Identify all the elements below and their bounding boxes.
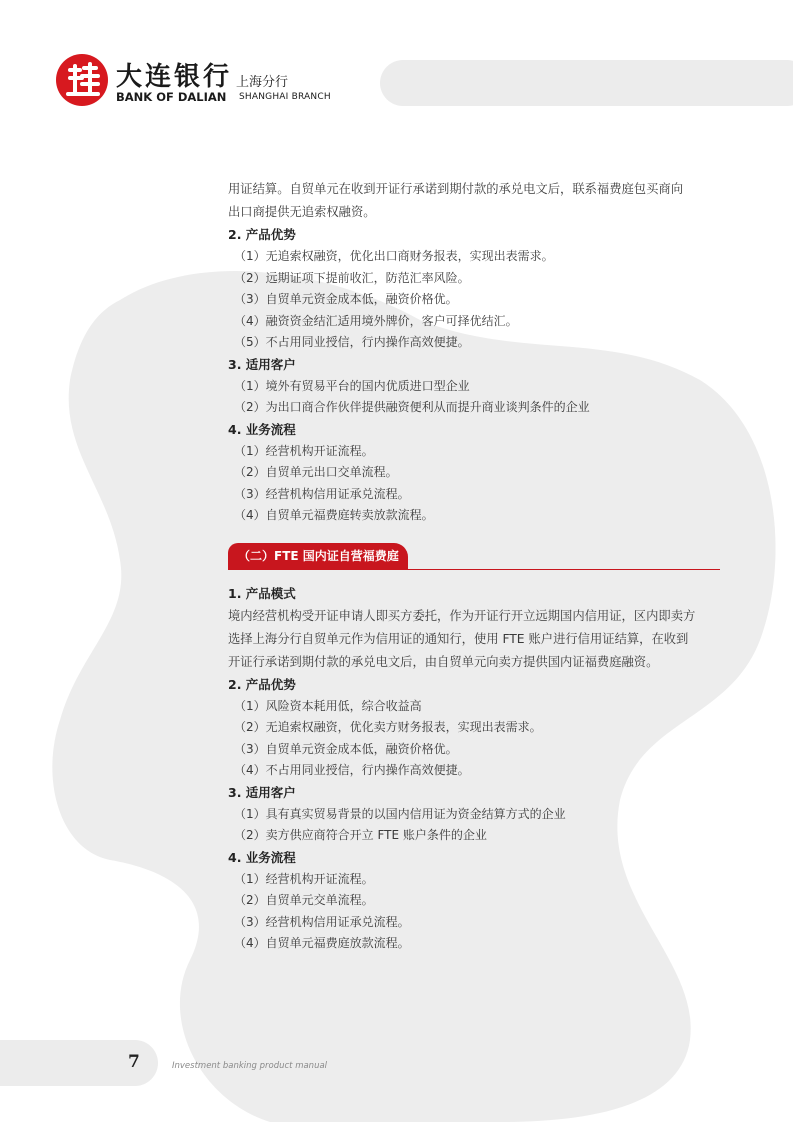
list-item: （3）经营机构信用证承兑流程。 [234,486,410,501]
list-item: （4）自贸单元福费庭放款流程。 [234,936,410,950]
list-item: （2）卖方供应商符合开立 FTE 账户条件的企业 [234,828,487,842]
list-item: （1）经营机构开证流程。 [234,443,374,458]
advantages-heading: 2. 产品优势 [228,676,296,692]
list-item: （2）为出口商合作伙伴提供融资便利从而提升商业谈判条件的企业 [234,400,590,414]
branch-name-en: SHANGHAI BRANCH [239,92,331,102]
list-item: （4）自贸单元福费庭转卖放款流程。 [234,508,434,522]
customers-heading: 3. 适用客户 [228,784,296,800]
list-item: （1）无追索权融资，优化出口商财务报表，实现出表需求。 [234,249,554,263]
list-item: （1）具有真实贸易背景的以国内信用证为资金结算方式的企业 [234,806,566,821]
process-heading: 4. 业务流程 [228,421,296,437]
bank-name-cn: 大连银行 [116,62,233,92]
model-line: 开证行承诺到期付款的承兑电文后，由自贸单元向卖方提供国内证福费庭融资。 [228,654,659,669]
list-item: （1）风险资本耗用低，综合收益高 [234,698,422,713]
manual-title: Investment banking product manual [172,1061,328,1071]
list-item: （3）自贸单元资金成本低，融资价格优。 [234,292,458,306]
list-item: （4）不占用同业授信，行内操作高效便捷。 [234,763,470,777]
intro-line: 出口商提供无追索权融资。 [228,205,376,219]
header-decor-bar [380,60,793,106]
list-item: （4）融资资金结汇适用境外牌价，客户可择优结汇。 [234,313,518,328]
list-item: （2）自贸单元交单流程。 [234,893,374,907]
list-item: （3）经营机构信用证承兑流程。 [234,914,410,929]
list-item: （2）远期证项下提前收汇，防范汇率风险。 [234,270,470,285]
section-header [228,535,728,583]
list-item: （2）自贸单元出口交单流程。 [234,465,398,479]
list-item: （3）自贸单元资金成本低，融资价格优。 [234,741,458,756]
page-number: 7 [128,1052,140,1072]
main-content [228,178,728,955]
intro-line: 用证结算。自贸单元在收到开证行承诺到期付款的承兑电文后，联系福费庭包买商向 [228,182,683,196]
list-item: （2）无追索权融资，优化卖方财务报表，实现出表需求。 [234,720,542,734]
list-item: （1）境外有贸易平台的国内优质进口型企业 [234,378,470,393]
model-paragraph [228,605,728,674]
model-heading: 1. 产品模式 [228,585,296,601]
dalian-bank-logo-icon [56,54,108,106]
model-line: 境内经营机构受开证申请人即买方委托，作为开证行开立远期国内信用证，区内即卖方 [228,608,696,623]
branch-name-cn: 上海分行 [236,75,289,90]
model-line: 选择上海分行自贸单元作为信用证的通知行，使用 FTE 账户进行信用证结算，在收到 [228,631,689,646]
list-item: （1）经营机构开证流程。 [234,871,374,886]
advantages-heading: 2. 产品优势 [228,227,296,242]
section-tab-fte-domestic: （二）FTE 国内证自营福费庭 [228,543,408,570]
intro-paragraph [228,178,728,224]
process-heading: 4. 业务流程 [228,849,296,865]
customers-heading: 3. 适用客户 [228,356,296,372]
bank-name-en: BANK OF DALIAN [116,90,227,104]
list-item: （5）不占用同业授信，行内操作高效便捷。 [234,335,470,349]
section-divider [228,569,720,571]
